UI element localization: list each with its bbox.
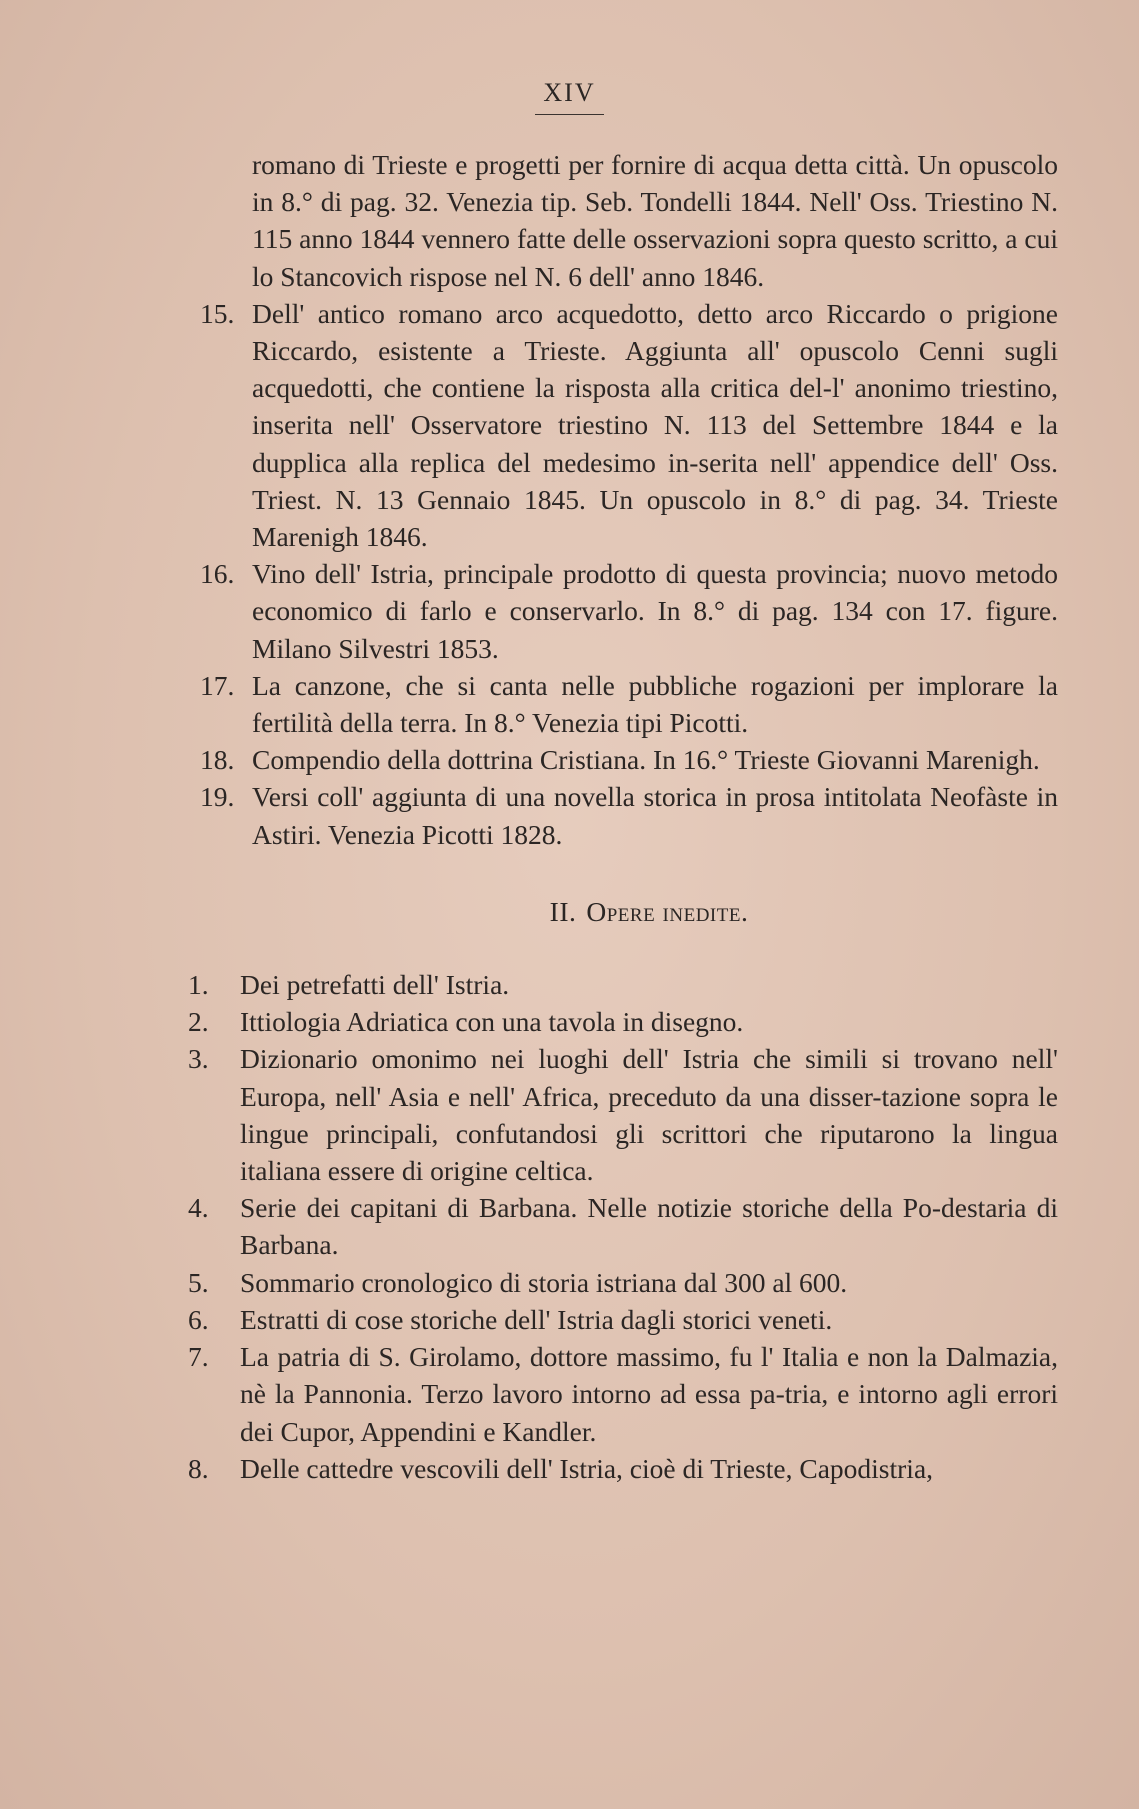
- entry-text: Dell' antico romano arco acquedotto, detto arco Riccardo o prigione Riccardo, esistente a Trieste. Aggiunta all' opuscolo Cenni sugli acquedotti, che contiene la risposta alla critica del-l' anonimo triestino, inserita nell' Osservatore triestino N. 113 del Settembre 1844 e la dupplica alla replica del medesimo in-serita nell' appendice dell' Oss. Triest. N. 13 Gennaio 1845. Un opuscolo in 8.° di pag. 34. Trieste Marenigh 1846.: [252, 297, 1058, 553]
- list-item: [200, 778, 1058, 852]
- entry-text: Versi coll' aggiunta di una novella storica in prosa intitolata Neofàste in Astiri. Venezia Picotti 1828.: [252, 781, 1058, 850]
- page-body: [188, 146, 1058, 1487]
- entry-text: Estratti di cose storiche dell' Istria dagli storici veneti.: [240, 1303, 833, 1335]
- continued-entry-text: romano di Trieste e progetti per fornire di acqua detta città. Un opuscolo in 8.° di pag. 32. Venezia tip. Seb. Tondelli 1844. Nell' Oss. Triestino N. 115 anno 1844 vennero fatte delle osservazioni sopra questo scritto, a cui lo Stancovich rispose nel N. 6 dell' anno 1846.: [252, 149, 1058, 292]
- list-item: [188, 1338, 1058, 1450]
- section-heading: [200, 893, 1058, 930]
- entry-number: 19.: [200, 781, 235, 813]
- entry-number: 4.: [188, 1192, 209, 1224]
- entry-number: 15.: [200, 297, 235, 329]
- list-item: [200, 741, 1058, 778]
- entry-text: La canzone, che si canta nelle pubbliche rogazioni per implorare la fertilità della terra. In 8.° Venezia tipi Picotti.: [252, 669, 1058, 739]
- entry-text: La patria di S. Girolamo, dottore massimo, fu l' Italia e non la Dalmazia, nè la Pannonia. Terzo lavoro intorno ad essa pa-tria, e intorno agli errori dei Cupor, Appendini e Kandler.: [240, 1341, 1058, 1447]
- list-item: [200, 295, 1058, 555]
- entry-number: 5.: [188, 1266, 209, 1298]
- entry-number: 2.: [188, 1006, 209, 1038]
- entry-number: 3.: [188, 1043, 209, 1075]
- entry-number: 17.: [200, 669, 235, 701]
- list-item: [188, 1301, 1058, 1338]
- entry-text: Serie dei capitani di Barbana. Nelle notizie storiche della Po-destaria di Barbana.: [240, 1192, 1058, 1261]
- unpublished-works-list: [188, 966, 1058, 1487]
- entry-number: 16.: [200, 558, 235, 590]
- printed-works-list: [200, 295, 1058, 853]
- section-numeral: II.: [549, 895, 577, 927]
- list-item: [200, 667, 1058, 741]
- list-item: [188, 1264, 1058, 1301]
- section-title: Opere inedite.: [586, 895, 749, 927]
- list-item: [188, 1040, 1058, 1189]
- list-item: [188, 1450, 1058, 1487]
- list-item: [188, 1189, 1058, 1263]
- entry-number: 8.: [188, 1452, 209, 1484]
- entry-number: 6.: [188, 1303, 209, 1335]
- entry-number: 18.: [200, 744, 235, 776]
- list-item: [188, 966, 1058, 1003]
- entry-text: Delle cattedre vescovili dell' Istria, cioè di Trieste, Capodistria,: [240, 1452, 934, 1484]
- list-item: [200, 555, 1058, 667]
- entry-number: 7.: [188, 1341, 209, 1373]
- entry-text: Ittiologia Adriatica con una tavola in disegno.: [240, 1006, 744, 1038]
- entry-text: Compendio della dottrina Cristiana. In 16.° Trieste Giovanni Marenigh.: [252, 744, 1040, 776]
- entry-text: Sommario cronologico di storia istriana dal 300 al 600.: [240, 1266, 848, 1298]
- list-item: [188, 1003, 1058, 1040]
- page-header: [0, 78, 1139, 115]
- entry-text: Dizionario omonimo nei luoghi dell' Istria che simili si trovano nell' Europa, nell' Asia e nell' Africa, preceduto da una disser-tazione sopra le lingue principali, confutandosi gli scrittori che riputarono la lingua italiana essere di origine celtica.: [240, 1043, 1058, 1187]
- entry-text: Vino dell' Istria, principale prodotto di questa provincia; nuovo metodo economico di farlo e conservarlo. In 8.° di pag. 134 con 17. figure. Milano Silvestri 1853.: [252, 558, 1058, 664]
- page-number: XIV: [535, 78, 603, 115]
- entry-text: Dei petrefatti dell' Istria.: [240, 969, 510, 1001]
- entry-number: 1.: [188, 969, 209, 1001]
